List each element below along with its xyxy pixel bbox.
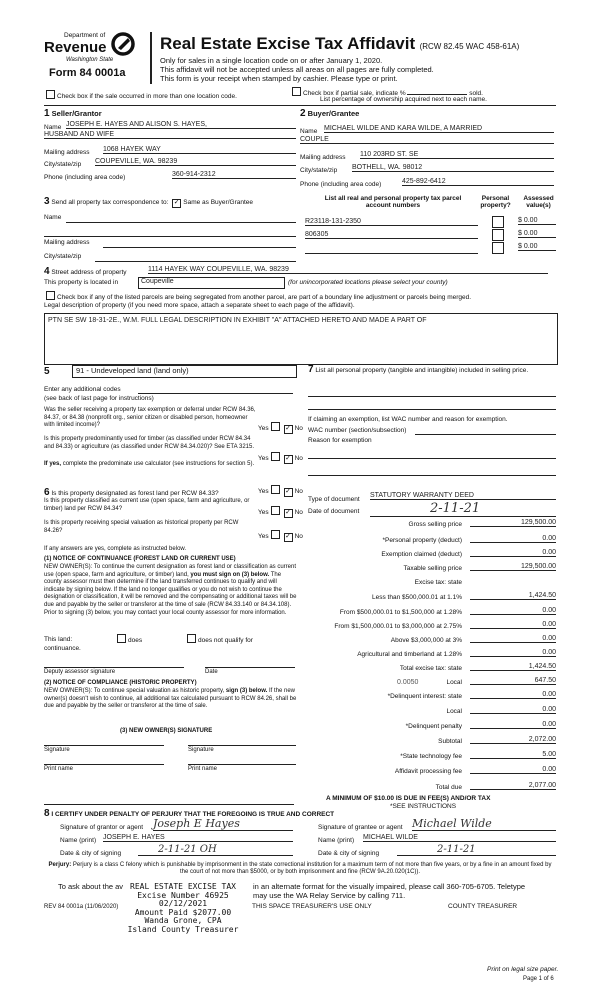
personal-property-checkbox-2[interactable]	[492, 229, 504, 241]
any-yes-note: If any answers are yes, complete as instructed below.	[44, 546, 187, 552]
historic-yesno[interactable]	[258, 530, 303, 542]
treasurer-use-only: THIS SPACE TREASURER'S USE ONLY	[252, 903, 372, 910]
tax-value-tech-fee[interactable]: 5.00	[470, 751, 556, 759]
notice1-a: NEW OWNER(S): To continue the current designation as forest land or classification as current use (open space, farm and agriculture, or timber) land,	[44, 564, 296, 578]
parcel-number-2[interactable]: 806305	[305, 231, 478, 239]
assessed-value-2[interactable]: $ 0.00	[518, 230, 556, 238]
no-label: No	[294, 509, 303, 516]
buyer-city-field[interactable]: BOTHELL, WA. 98012	[352, 164, 554, 172]
legal-desc-field[interactable]	[44, 313, 558, 365]
forest-yesno[interactable]	[258, 485, 303, 497]
grantor-signature[interactable]: Joseph E Hayes	[153, 817, 293, 831]
current-use-question: Is this property classified as current use (open space, farm and agriculture, or timber) land per RCW 84.34?	[44, 498, 250, 512]
timber-question: Is this property predominantly used for timber (as classified under RCW 84.34 and 84.33) or agriculture (as classified under RCW 84.34.020)? See ETA 3215.	[44, 436, 255, 450]
notice2-title: (2) NOTICE OF COMPLIANCE (HISTORIC PROPERTY)	[44, 680, 197, 686]
seller-name-field[interactable]: JOSEPH E. HAYES AND ALISON S. HAYES,	[66, 121, 296, 129]
local-rate[interactable]: 0.0050	[397, 679, 419, 686]
owner-sig-label-1: Signature	[44, 747, 70, 753]
subtitle-1: Only for sales in a single location code on or after January 1, 2020.	[160, 56, 383, 65]
form-title	[160, 34, 519, 54]
minimum-due: A MINIMUM OF $10.00 IS DUE IN FEE(S) AND/OR TAX	[326, 795, 491, 802]
seller-city-field[interactable]: COUPEVILLE, WA. 98239	[95, 158, 296, 166]
forest-question	[44, 487, 219, 498]
county-treasurer: COUNTY TREASURER	[448, 903, 518, 910]
tax-value-exemption[interactable]: 0.00	[470, 549, 556, 557]
corr-city-line[interactable]	[95, 261, 296, 262]
tax-label-gross: Gross selling price	[408, 521, 462, 528]
street-address-field[interactable]: 1114 HAYEK WAY COUPEVILLE, WA. 98239	[148, 266, 548, 274]
doc-date-label: Date of document	[308, 508, 360, 515]
section5-num: 5	[44, 366, 50, 377]
parcel-col-header: List all real and personal property tax parcel account numbers	[324, 195, 462, 209]
tax-label-subtotal: Subtotal	[438, 738, 462, 745]
personal-property-line-2[interactable]	[308, 409, 556, 410]
owner-print-label-2: Print name	[188, 766, 218, 772]
seller-name-field-2[interactable]: HUSBAND AND WIFE	[44, 131, 296, 139]
section7-num: 7	[308, 364, 314, 375]
buyer-mail-label: Mailing address	[300, 154, 346, 161]
owner-print-line-2[interactable]	[188, 764, 296, 765]
doc-date-field[interactable]: 2-11-21	[370, 501, 556, 517]
buyer-name-field-2[interactable]: COUPLE	[300, 136, 554, 144]
tax-label-total-state: Total excise tax: state	[399, 665, 462, 672]
does-label: does	[128, 637, 143, 644]
tax-label-tier2: From $500,000.01 to $1,500,000 at 1.28%	[339, 609, 462, 616]
tax-value-delinq-local[interactable]: 0.00	[470, 706, 556, 714]
seller-heading	[44, 108, 102, 119]
yes-label: Yes	[258, 488, 269, 495]
seller-num: 1	[44, 108, 50, 119]
agency-logo	[44, 32, 144, 84]
tax-label-penalty: *Delinquent penalty	[405, 723, 462, 730]
dept-line2: Revenue	[44, 39, 107, 56]
buyer-mail-field[interactable]: 110 203RD ST. SE	[360, 151, 554, 159]
ask-a: To ask about the av	[58, 882, 124, 891]
section3-num: 3	[44, 196, 50, 207]
same-as-buyer-label: Same as Buyer/Grantee	[183, 199, 253, 206]
certify-text: I CERTIFY UNDER PENALTY OF PERJURY THAT THE FOREGOING IS TRUE AND CORRECT	[51, 811, 335, 818]
deputy-date-label: Date	[205, 669, 218, 675]
exemption-claim-label: If claiming an exemption, list WAC number and reason for exemption.	[308, 416, 508, 423]
tax-value-tier1[interactable]: 1,424.50	[470, 592, 556, 600]
notice2-a: NEW OWNER(S): To continue special valuation as historic property,	[44, 688, 225, 694]
yes-label: Yes	[258, 509, 269, 516]
dept-line1: Department of	[64, 32, 106, 39]
historic-question: Is this property receiving special valuation as historical property per RCW 84.26?	[44, 520, 239, 534]
deputy-sig-label: Deputy assessor signature	[44, 669, 116, 675]
multi-location-checkbox[interactable]	[44, 90, 237, 100]
corr-city-label: City/state/zip	[44, 253, 82, 260]
yes-label: Yes	[258, 533, 269, 540]
stamp-line-4: Amount Paid $2077.00	[134, 907, 232, 917]
notice1-title: (1) NOTICE OF CONTINUANCE (FOREST LAND OR CURRENT USE)	[44, 556, 236, 562]
reason-line-2[interactable]	[308, 475, 556, 476]
personal-col-header: Personal property?	[480, 195, 511, 209]
doc-type-field[interactable]: STATUTORY WARRANTY DEED	[370, 492, 556, 500]
does-not-checkbox[interactable]	[185, 634, 253, 644]
buyer-phone-field[interactable]: 425-892-6412	[402, 178, 554, 186]
exemption-question: Was the seller receiving a property tax exemption or deferral under RCW 84.36, 84.37, or 84.38 (nonprofit org., senior citizen or disabled person, homeowner with limited income)?	[44, 407, 256, 428]
seller-name-label: Name	[44, 124, 62, 131]
perjury-notice	[44, 862, 556, 876]
grantee-date-label: Date & city of signing	[318, 850, 380, 857]
stamp-line-5: Wanda Grone, CPA	[144, 916, 222, 926]
buyer-name-label: Name	[300, 128, 318, 135]
assessed-value-1[interactable]: $ 0.00	[518, 217, 556, 225]
buyer-city-label: City/state/zip	[300, 167, 338, 174]
ask-line-c: may use the WA Relay Service by calling 711.	[253, 891, 406, 900]
header-divider	[150, 32, 152, 84]
section7-label: List all personal property (tangible and intangible) included in selling price.	[315, 367, 529, 374]
continuance-label: continuance.	[44, 645, 81, 652]
land-use-select[interactable]: 91 - Undeveloped land (land only)	[72, 365, 297, 378]
street-address-row	[44, 266, 127, 277]
notice2-b: If the new owner(s) doesn't wish to continue, all additional tax calculated pursuant to RCW 84.26, shall be due and payable by the seller or transferor at the time of sale.	[44, 688, 297, 710]
form-number: Form 84 0001a	[49, 67, 126, 79]
tax-label-tier1: Less than $500,000.01 at 1.1%	[372, 594, 462, 601]
grantor-print-name[interactable]: JOSEPH E. HAYES	[103, 834, 293, 842]
seller-mail-label: Mailing address	[44, 149, 90, 156]
grantee-signature[interactable]: Michael Wilde	[412, 817, 556, 831]
owner-sig-label-2: Signature	[188, 747, 214, 753]
tax-value-personal[interactable]: 0.00	[470, 535, 556, 543]
subtitle-3: This form is your receipt when stamped by cashier. Please type or print.	[160, 74, 398, 83]
corr-mail-label: Mailing address	[44, 239, 90, 246]
tax-value-local[interactable]: 647.50	[470, 677, 556, 685]
owner-sig-line-1[interactable]	[44, 745, 164, 746]
legal-desc-label: Legal description of property (if you need more space, attach a separate sheet to each page of the affidavit).	[44, 302, 355, 309]
tax-label-taxable: Taxable selling price	[403, 565, 462, 572]
section3-text: Send all property tax correspondence to:	[51, 199, 169, 206]
reason-label: Reason for exemption	[308, 437, 372, 444]
buyer-name-field[interactable]: MICHAEL WILDE AND KARA WILDE, A MARRIED	[324, 125, 554, 133]
tax-label-tier4: Above $3,000,000 at 3%	[390, 637, 462, 644]
timber-note-bold: If yes,	[44, 461, 62, 467]
yes-label: Yes	[258, 425, 269, 432]
page-number: Page 1 of 6	[523, 976, 554, 982]
street-label: Street address of property	[51, 269, 127, 276]
revision-label: REV 84 0001a (11/06/2020)	[44, 904, 119, 910]
title: Real Estate Excise Tax Affidavit	[160, 34, 416, 53]
notice2-bold: sign (3) below.	[225, 688, 268, 694]
grantor-sig-label: Signature of grantor or agent	[60, 824, 144, 831]
reason-line-1[interactable]	[308, 458, 556, 459]
section4-num: 4	[44, 266, 50, 277]
tax-label-local: Local	[446, 679, 462, 686]
grantee-print-label: Name (print)	[318, 837, 355, 844]
tax-label-delinq-local: Local	[446, 708, 462, 715]
does-checkbox[interactable]	[115, 634, 142, 644]
section8-num: 8	[44, 808, 50, 819]
treasurer-stamp	[108, 883, 258, 935]
buyer-title: Buyer/Grantee	[307, 109, 360, 118]
buyer-heading	[300, 108, 359, 119]
grantor-date-label: Date & city of signing	[60, 850, 122, 857]
tax-value-total-state[interactable]: 1,424.50	[470, 663, 556, 671]
notice1-bold: you must sign on (3) below.	[190, 571, 270, 578]
segregated-checkbox[interactable]	[44, 291, 471, 301]
notice2-body	[44, 688, 298, 711]
yes-label: Yes	[258, 455, 269, 462]
corr-name-line[interactable]	[66, 222, 296, 223]
grantor-print-label: Name (print)	[60, 837, 97, 844]
parcel-number-1[interactable]: R23118-131-2350	[305, 218, 478, 226]
stamp-line-3: 02/12/2021	[158, 899, 208, 909]
notice3-title: (3) NEW OWNER(S) SIGNATURE	[120, 728, 213, 734]
owner-sig-line-2[interactable]	[188, 745, 296, 746]
partial-sale-label: Check box if partial sale, indicate %	[303, 90, 406, 97]
deputy-signature-line[interactable]	[44, 667, 184, 668]
seller-mail-field[interactable]: 1068 HAYEK WAY	[103, 146, 296, 154]
tax-label-personal: *Personal property (deduct)	[382, 537, 462, 544]
tax-label-tech-fee: *State technology fee	[400, 753, 462, 760]
tax-value-gross[interactable]: 129,500.00	[470, 519, 556, 527]
section7-text	[308, 366, 556, 375]
deputy-date-line[interactable]	[205, 667, 295, 668]
tax-label-delinq-state: *Delinquent interest: state	[387, 693, 462, 700]
tax-label-processing: Affidavit processing fee	[394, 768, 462, 775]
see-instructions: *SEE INSTRUCTIONS	[390, 803, 457, 810]
wac-label: WAC number (section/subsection)	[308, 427, 407, 434]
seller-title: Seller/Grantor	[51, 109, 102, 118]
tax-label-excise-state: Excise tax: state	[414, 579, 462, 586]
assessed-col-header: Assessed value(s)	[523, 195, 554, 209]
buyer-phone-label: Phone (including area code)	[300, 181, 382, 188]
codes-note: (see back of last page for instructions)	[44, 395, 154, 402]
tax-value-tier2[interactable]: 0.00	[470, 607, 556, 615]
tax-value-total-due[interactable]: 2,077.00	[470, 782, 556, 790]
owner-print-label-1: Print name	[44, 766, 74, 772]
current-use-yesno[interactable]	[258, 506, 303, 518]
tax-label-tier3: From $1,500,000.01 to $3,000,000 at 2.75%	[334, 623, 462, 630]
grantee-print-name[interactable]: MICHAEL WILDE	[363, 834, 556, 842]
assessed-value-3[interactable]: $ 0.00	[518, 243, 556, 251]
seller-phone-field[interactable]: 360-914-2312	[172, 171, 296, 179]
timber-note	[44, 461, 294, 469]
tax-value-tier3[interactable]: 0.00	[470, 621, 556, 629]
rcw-ref: (RCW 82.45 WAC 458-61A)	[419, 42, 520, 51]
this-land-label: This land:	[44, 636, 73, 643]
tax-label-total-due: Total due	[435, 784, 462, 791]
no-label: No	[294, 533, 303, 540]
grantor-date-city[interactable]: 2-11-21 OH	[138, 844, 293, 856]
stamp-line-6: Island County Treasurer	[127, 924, 239, 934]
grantee-sig-label: Signature of grantee or agent	[318, 824, 403, 831]
personal-property-checkbox-1[interactable]	[492, 216, 504, 228]
partial-sale-note: List percentage of ownership acquired next to each name.	[320, 96, 487, 103]
partial-sale-sold: sold.	[469, 90, 483, 97]
tax-label-agri: Agricultural and timberland at 1.28%	[357, 651, 462, 658]
tax-value-processing[interactable]: 0.00	[470, 766, 556, 774]
corr-mail-line[interactable]	[103, 247, 296, 248]
tax-label-exemption: Exemption claimed (deduct)	[381, 551, 462, 558]
personal-property-checkbox-3[interactable]	[492, 242, 504, 254]
wac-line[interactable]	[415, 434, 556, 435]
notice1-body	[44, 564, 298, 617]
stamp-line-2: Excise Number 46925	[137, 890, 229, 900]
seller-city-label: City/state/zip	[44, 161, 82, 168]
notice1-b: The county assessor must then determine if the land transferred continues to qualify and will indicate by signing below. If the land no longer qualifies or you do not wish to continue the designation or classification, it will be removed and the compensating or additional taxes will be due and payable by the seller or transferor at the time of sale (RCW 84.33.140 or 84.34.108). Prior to signing (3) below, you may contact your local county assessor for more information.	[44, 571, 297, 616]
perjury-text: Perjury is a class C felony which is punishable by imprisonment in the state correctional institution for a maximum term of not more than five years, or by a fine in an amount fixed by the court of not more than $5000, or by both imprisonment and fine (RCW 9A.20.020(1C)).	[72, 862, 552, 875]
subtitle-2: This affidavit will not be accepted unless all areas on all pages are fully completed.	[160, 65, 434, 74]
does-not-label: does not qualify for	[198, 637, 253, 644]
timber-note-text: complete the predominate use calculator (see instructions for section 5).	[62, 461, 255, 467]
ask-line-b: in an alternate format for the visually impaired, please call 360-705-6705. Teletype	[253, 882, 526, 891]
no-label: No	[294, 488, 303, 495]
tax-value-delinq-state[interactable]: 0.00	[470, 691, 556, 699]
parcel-number-3[interactable]	[305, 244, 478, 254]
located-note: (for unincorporated locations please select your county)	[288, 279, 448, 286]
additional-codes-label: Enter any additional codes	[44, 386, 121, 393]
owner-print-line-1[interactable]	[44, 764, 164, 765]
exemption-yesno[interactable]	[258, 422, 303, 434]
forest-question-text: Is this property designated as forest land per RCW 84.33?	[51, 490, 219, 497]
located-label: This property is located in	[44, 279, 119, 286]
dept-line3: Washington State	[66, 57, 114, 63]
tax-value-subtotal[interactable]: 2,072.00	[470, 736, 556, 744]
corr-name-label: Name	[44, 214, 62, 221]
multi-location-label: Check box if the sale occurred in more than one location code.	[57, 93, 237, 100]
no-label: No	[294, 425, 303, 432]
tax-value-agri[interactable]: 0.00	[470, 649, 556, 657]
section3-heading	[44, 196, 253, 208]
personal-property-line-1[interactable]	[308, 396, 556, 397]
legal-desc-text: PTN SE SW 18-31-2E., W.M. FULL LEGAL DESCRIPTION IN EXHIBIT "A" ATTACHED HERETO AND MADE A PART OF	[48, 317, 427, 324]
doc-type-label: Type of document	[308, 496, 360, 503]
grantee-date-city[interactable]: 2-11-21	[397, 844, 556, 856]
legal-paper-note: Print on legal size paper.	[487, 966, 559, 973]
located-select[interactable]: Coupeville	[138, 277, 285, 289]
seller-phone-label: Phone (including area code)	[44, 174, 126, 181]
buyer-num: 2	[300, 108, 306, 119]
tax-value-taxable[interactable]: 129,500.00	[470, 563, 556, 571]
no-label: No	[294, 455, 303, 462]
segregated-label: Check box if any of the listed parcels are being segregated from another parcel, are part of a boundary line adjustment or parcels being merged.	[57, 294, 472, 301]
stamp-line-1: REAL ESTATE EXCISE TAX	[130, 882, 236, 891]
same-as-buyer-checkbox[interactable]	[172, 199, 181, 208]
tax-value-penalty[interactable]: 0.00	[470, 721, 556, 729]
tax-value-tier4[interactable]: 0.00	[470, 635, 556, 643]
section6-num: 6	[44, 487, 50, 498]
perjury-bold: Perjury:	[48, 862, 72, 868]
revenue-logo-icon	[110, 32, 136, 56]
additional-codes-line[interactable]	[138, 393, 293, 394]
